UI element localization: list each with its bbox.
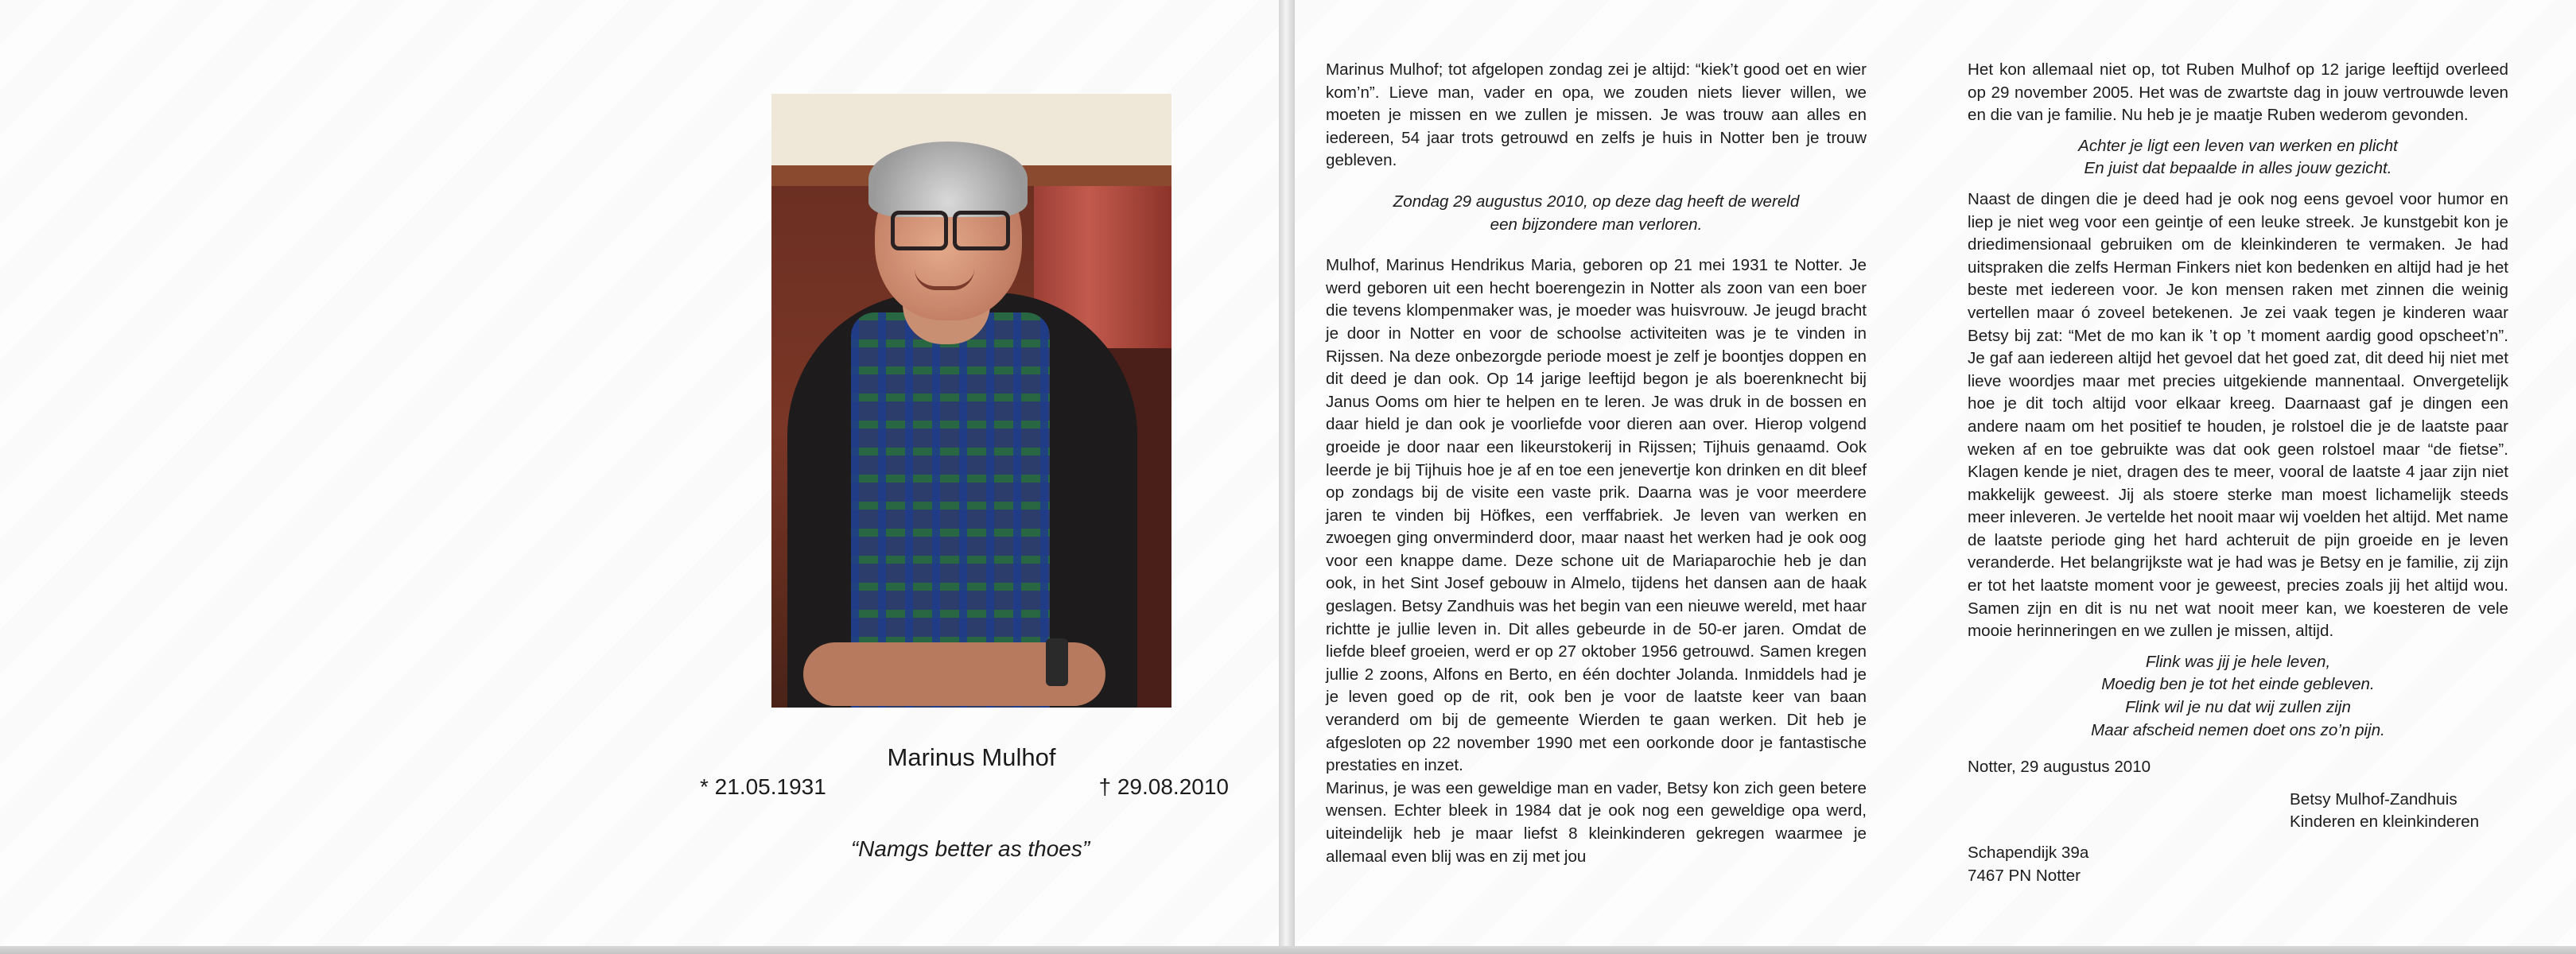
verse-line: Zondag 29 augustus 2010, op deze dag heeft de wereld bbox=[1393, 192, 1800, 211]
character-paragraph: Naast de dingen die je deed had je ook nog eens gevoel voor humor en liep je niet weg voor een geintje of een leuke streek. Je kunstgebit kon je driedimensionaal gebruiken om de kleinkinderen te vermaken. Je had uitspraken die zelfs Herman Finkers niet kon bedenken en altijd had je het beste met iedereen voor. Je kon mensen raken met zinnen die weinig vertellen maar ó zoveel betekenen. Je zei vaak tegen je kinderen waar Betsy bij zat: “Met de mo kan ik ’t op ’t moment aardig good opscheet’n”. Je gaf aan iedereen altijd het gevoel dat het goed zat, dit deed hij niet met lieve woordjes maar met precies uitgekiende mannentaal. Onvergetelijk hoe je dit toch altijd voor elkaar kreeg. Daarnaast gaf je dingen een andere naam om het positief te houden, je rolstoel die je de laatste paar weken af en toe gebruikte was dat ook geen rolstoel maar “de fietse”. Klagen kende je niet, dragen des te meer, vooral de laatste 4 jaar zijn niet makkelijk geweest. Jij als stoere sterke man moest lichamelijk steeds meer inleveren. Je vertelde het nooit maar wij voelden het altijd. Met name de laatste periode ging het hard achteruit de pijn groeide en je leven veranderde. Het belangrijkste wat je had was je Betsy en je familie, zij zijn er tot het laatste moment voor je geweest, precies zoals jij het altijd wou. Samen zijn en dit is nu net wat nooit meer kan, we koesteren de vele mooie herinneringen en we zullen je missen, altijd. bbox=[1968, 189, 2508, 641]
motto: “Namgs better as thoes” bbox=[850, 836, 1090, 861]
intro-paragraph: Marinus Mulhof; tot afgelopen zondag zei je altijd: “kiek’t good oet en wier kom’n”. Lieve man, vader en opa, we zouden niets liever willen, we moeten je missen en we zullen je missen. Je was trouw aan alles en iedereen, 54 jaar trots getrouwd en zelfs je huis in Notter ben je trouw gebleven. bbox=[1326, 60, 1867, 170]
verse-line: Moedig ben je tot het einde gebleven. bbox=[2101, 675, 2375, 694]
signatory: Kinderen en kleinkinderen bbox=[2290, 812, 2480, 832]
ruben-paragraph: Het kon allemaal niet op, tot Ruben Mulhof op 12 jarige leeftijd overleed op 29 november 2005. Het was de zwartste dag in jouw vertrouwde leven en die van je familie. Nu heb je je maatje Ruben wederom gevonden. bbox=[1968, 60, 2508, 125]
address-street: Schapendijk 39a bbox=[1968, 843, 2089, 862]
verse-work bbox=[1968, 135, 2508, 180]
death-date: † 29.08.2010 bbox=[1098, 774, 1229, 799]
signatories bbox=[2290, 789, 2508, 834]
signatory: Betsy Mulhof-Zandhuis bbox=[2290, 789, 2457, 809]
biography-paragraph: Mulhof, Marinus Hendrikus Maria, geboren op 21 mei 1931 te Notter. Je werd geboren uit een hecht boerengezin in Notter als zoon van een boer die tevens klompenmaker was, je moeder was huisvrouw. Je jeugd bracht je door in Notter en voor de schoolse activiteiten was je te vinden in Rijssen. Na deze onbezorgde periode moest je zelf je boontjes doppen en dit deed je dan ook. Op 14 jarige leeftijd begon je als boerenknecht bij Janus Ooms om hier te helpen en te leren. Je was druk in de bossen en daar hield je dan ook je voorliefde voor dieren aan over. Hierop volgend groeide je door naar een likeurstokerij in Rijssen; Tijhuis genaamd. Ook leerde je bij Tijhuis hoe je af en toe een jenevertje kon drinken en dit bleef op zondags bij de visite een vaste prik. Daarna was je voor meerdere jaren te vinden bij Höfkes, een verffabriek. Je leven van werken en zwoegen ging onverminderd door, maar naast het werken had je ook oog voor een knappe dame. Deze schone uit de Mariaparochie heb je dan ook, in het Sint Josef gebouw in Almelo, tijdens het dansen aan de haak geslagen. Betsy Zandhuis was het begin van een nieuwe wereld, met haar richtte je jullie leven in. Dit alles gebeurde in de 50-er jaren. Omdat de liefde bleef groeien, werd er op 27 oktober 1956 getrouwd. Samen kregen jullie 2 zoons, Alfons en Berto, en één dochter Jolanda. Inmiddels had je je leven goed op de rit, ook ben je voor de laatste keer van baan veranderd om bij de gemeente Wierden te gaan werken. Dit heb je afgesloten op 22 november 1990 met een oorkonde door je fantastische prestaties en inzet. bbox=[1326, 256, 1867, 775]
verse-line: een bijzondere man verloren. bbox=[1490, 215, 1703, 234]
verse-line: Flink wil je nu dat wij zullen zijn bbox=[2125, 698, 2351, 717]
text-column-right bbox=[1968, 59, 2508, 887]
verse-line: Flink was jij je hele leven, bbox=[2145, 652, 2331, 671]
place-date: Notter, 29 augustus 2010 bbox=[1968, 758, 2151, 777]
text-column-left bbox=[1326, 59, 1867, 868]
life-dates bbox=[700, 774, 1229, 800]
family-paragraph: Marinus, je was een geweldige man en vader, Betsy kon zich geen betere wensen. Echter bleek in 1984 dat je ook nog een geweldige opa werd, uiteindelijk heb je maar liefst 8 kleinkinderen gekregen waarmee je allemaal even blij was en zij met jou bbox=[1326, 778, 1867, 866]
verse-line: Maar afscheid nemen doet ons zo’n pijn. bbox=[2091, 720, 2385, 739]
verse-line: Achter je ligt een leven van werken en plicht bbox=[2078, 136, 2398, 155]
verse-farewell bbox=[1968, 651, 2508, 742]
card-bottom-edge bbox=[0, 946, 2576, 954]
birth-date: * 21.05.1931 bbox=[700, 774, 826, 799]
verse-line: En juist dat bepaalde in alles jouw gezicht. bbox=[2084, 159, 2392, 178]
address bbox=[1968, 842, 2508, 887]
address-postcode: 7467 PN Notter bbox=[1968, 866, 2081, 885]
deceased-name: Marinus Mulhof bbox=[887, 743, 1056, 771]
card-fold bbox=[1279, 0, 1295, 954]
portrait-photo bbox=[771, 94, 1171, 708]
memorial-verse bbox=[1326, 191, 1867, 236]
